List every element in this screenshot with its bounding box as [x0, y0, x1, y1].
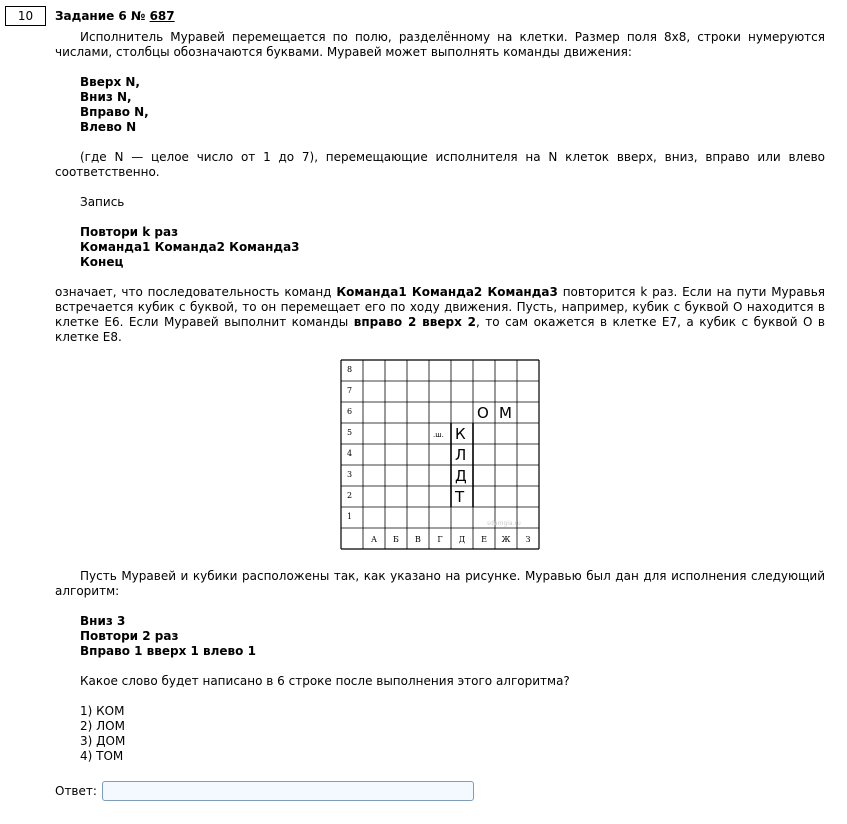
ant-field-figure — [340, 359, 542, 551]
row-label: 3 — [347, 470, 353, 479]
column-label: Е — [481, 535, 487, 544]
intro-paragraph: Исполнитель Муравей перемещается по полю, разделённому на клетки. Размер поля 8х8, строки нумеруются числами, столбцы обозначаются буквами. Муравей может выполнять команды движения: — [55, 30, 825, 59]
answer-input[interactable] — [102, 781, 474, 801]
watermark: sdamgia.ru — [487, 520, 521, 527]
column-label: Ж — [501, 535, 511, 544]
grid-diagram — [340, 359, 542, 551]
option-item: 2) ЛОМ — [80, 719, 125, 733]
record-label: Запись — [80, 195, 125, 209]
task-heading — [55, 9, 175, 23]
column-label: З — [525, 535, 531, 544]
cube-letter: Т — [455, 488, 465, 506]
question-text: Какое слово будет написано в 6 строке после выполнения этого алгоритма? — [80, 674, 570, 688]
algorithm-block — [55, 614, 825, 659]
answer-row — [55, 781, 474, 801]
option-item: 1) КОМ — [80, 704, 125, 718]
column-label: Б — [393, 535, 399, 544]
row-label: 7 — [347, 386, 353, 395]
cube-letter: Л — [455, 446, 467, 464]
cube-letter: Д — [455, 467, 467, 485]
command-list — [55, 75, 825, 135]
loop-line: Конец — [80, 255, 124, 269]
column-label: А — [370, 535, 378, 544]
cube-letter: О — [477, 404, 489, 422]
loop-example — [55, 225, 825, 270]
cube-letter: К — [455, 425, 466, 443]
row-label: 6 — [347, 407, 353, 416]
where-paragraph: (где N — целое число от 1 до 7), перемещающие исполнителя на N клеток вверх, вниз, вправо или влево соответственно. — [55, 150, 825, 179]
loop-line: Повтори k раз — [80, 225, 179, 239]
row-label: 4 — [347, 449, 353, 458]
ant-icon: .ш. — [433, 431, 444, 439]
command-item: Вниз N, — [80, 90, 132, 104]
task-body — [55, 30, 825, 764]
setup-paragraph: Пусть Муравей и кубики расположены так, как указано на рисунке. Муравью был дан для исполнения следующий алгоритм: — [55, 569, 825, 598]
task-number-box: 10 — [5, 6, 46, 26]
explanation-paragraph: означает, что последовательность команд Команда1 Команда2 Команда3 повторится k раз. Если на пути Муравья встречается кубик с буквой, то он перемещает его по ходу движения. Пусть, например, кубик с буквой О находится в клетке Е6. Если Муравей выполнит команды вправо 2 вверх 2, то сам окажется в клетке Е7, а кубик с буквой О в клетке Е8. — [55, 285, 825, 344]
options-list — [55, 704, 825, 764]
column-label: В — [415, 535, 421, 544]
algorithm-line: Повтори 2 раз — [80, 629, 179, 643]
row-label: 1 — [347, 512, 353, 521]
row-label: 8 — [347, 365, 353, 374]
row-label: 5 — [347, 428, 353, 437]
option-item: 3) ДОМ — [80, 734, 126, 748]
command-item: Вправо N, — [80, 105, 149, 119]
cube-letter: М — [499, 404, 512, 422]
algorithm-line: Вниз 3 — [80, 614, 126, 628]
task-title: Задание 6 № — [55, 9, 150, 23]
option-item: 4) ТОМ — [80, 749, 124, 763]
command-item: Вверх N, — [80, 75, 140, 89]
column-label: Г — [437, 535, 443, 544]
loop-line: Команда1 Команда2 Команда3 — [80, 240, 300, 254]
column-label: Д — [458, 535, 466, 544]
row-label: 2 — [347, 491, 353, 500]
command-item: Влево N — [80, 120, 137, 134]
task-id-link[interactable]: 687 — [149, 9, 175, 23]
algorithm-line: Вправо 1 вверх 1 влево 1 — [80, 644, 256, 658]
answer-label: Ответ: — [55, 784, 97, 798]
